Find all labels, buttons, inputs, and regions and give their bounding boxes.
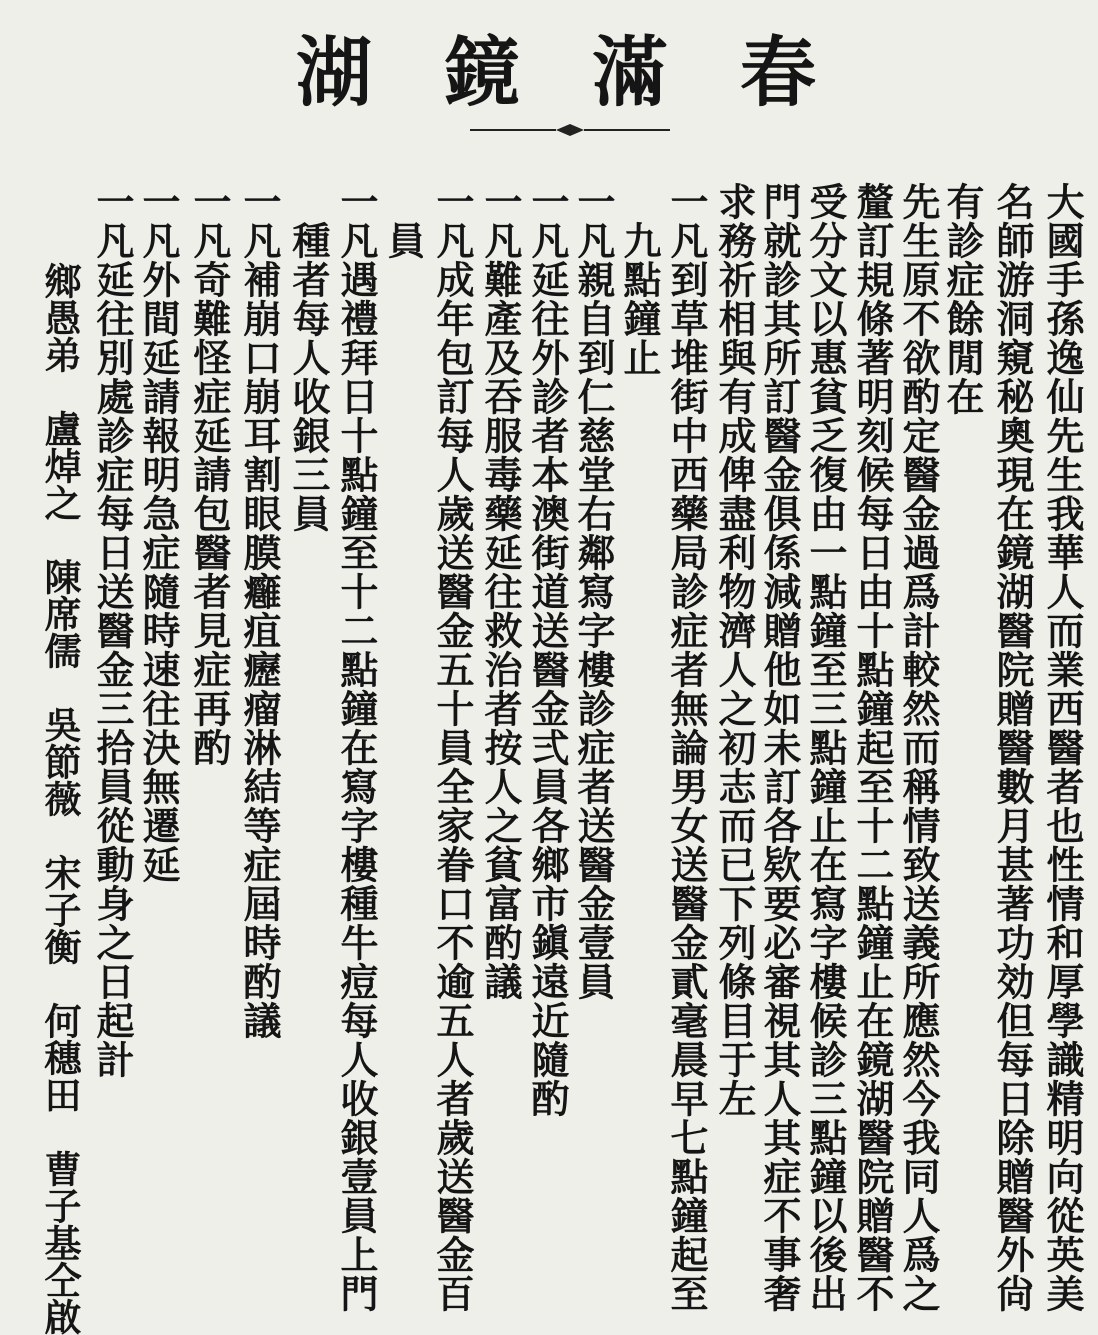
headline-char: 鏡 bbox=[444, 27, 520, 117]
rule-line: 一凡外間延請報明急症隨時速往決無遷延 bbox=[136, 182, 181, 884]
rule-line: 一凡延往外診者本澳街道送醫金弍員各鄉市鎭遠近隨酌 bbox=[525, 182, 570, 1118]
rule-line: 一凡到草堆街中西藥局診症者無論男女送醫金貳毫晨早七點鐘起至 bbox=[664, 182, 709, 1313]
intro-line: 大國手孫逸仙先生我華人而業西醫者也性情和厚學識精明向從英美 bbox=[1040, 182, 1085, 1313]
intro-line: 門就診其所訂醫金俱係減贈他如未訂各欵要必審視其人其症不事奢 bbox=[757, 182, 802, 1313]
intro-line: 求務祈相與有成俾盡利物濟人之初志而已下列條目于左 bbox=[712, 182, 757, 1118]
headline-char: 春 bbox=[740, 27, 816, 117]
headline-char: 滿 bbox=[592, 27, 668, 117]
rule-line: 員 bbox=[381, 182, 426, 260]
rule-line: 九點鐘止 bbox=[617, 182, 662, 377]
headline-char: 湖 bbox=[296, 27, 372, 117]
headline bbox=[296, 16, 816, 116]
rule-line: 種者每人收銀三員 bbox=[286, 182, 331, 533]
intro-line: 受分文以惠貧乏復由一點鐘至三點鐘止在寫字樓候診三點鐘以後出 bbox=[803, 182, 848, 1313]
rule-line: 一凡難產及吞服毒藥延往救治者按人之貧富酌議 bbox=[478, 182, 523, 1001]
ornamental-divider bbox=[470, 123, 670, 137]
intro-line: 先生原不欲酌定醫金過爲計較然而稱情致送義所應然今我同人爲之 bbox=[896, 182, 941, 1313]
rule-line: 一凡延往別處診症每日送醫金三拾員從動身之日起計 bbox=[90, 182, 135, 1079]
intro-line: 名師游洞窺秘奧現在鏡湖醫院贈醫數月甚著功効但每日除贈醫外尙 bbox=[990, 182, 1035, 1313]
intro-line: 釐訂規條著明刻候每日由十點鐘起至十二點鐘止在鏡湖醫院贈醫不 bbox=[850, 182, 895, 1313]
rule-line: 一凡奇難怪症延請包醫者見症再酌 bbox=[187, 182, 232, 767]
rule-line: 一凡親自到仁慈堂右鄰寫字樓診症者送醫金壹員 bbox=[571, 182, 616, 1001]
intro-line: 有診症餘閒在 bbox=[940, 182, 985, 416]
rule-line: 一凡遇禮拜日十點鐘至十二點鐘在寫字樓種牛痘每人收銀壹員上門 bbox=[334, 182, 379, 1313]
rule-line: 一凡補崩口崩耳割眼膜癰疽癧瘤淋結等症屆時酌議 bbox=[237, 182, 282, 1040]
rule-line: 一凡成年包訂每人歲送醫金五十員全家眷口不逾五人者歲送醫金百 bbox=[430, 182, 475, 1313]
signatories: 鄉愚弟 盧焯之 陳席儒 吳節薇 宋子衡 何穗田 曹子基仝啟 bbox=[38, 262, 82, 1335]
